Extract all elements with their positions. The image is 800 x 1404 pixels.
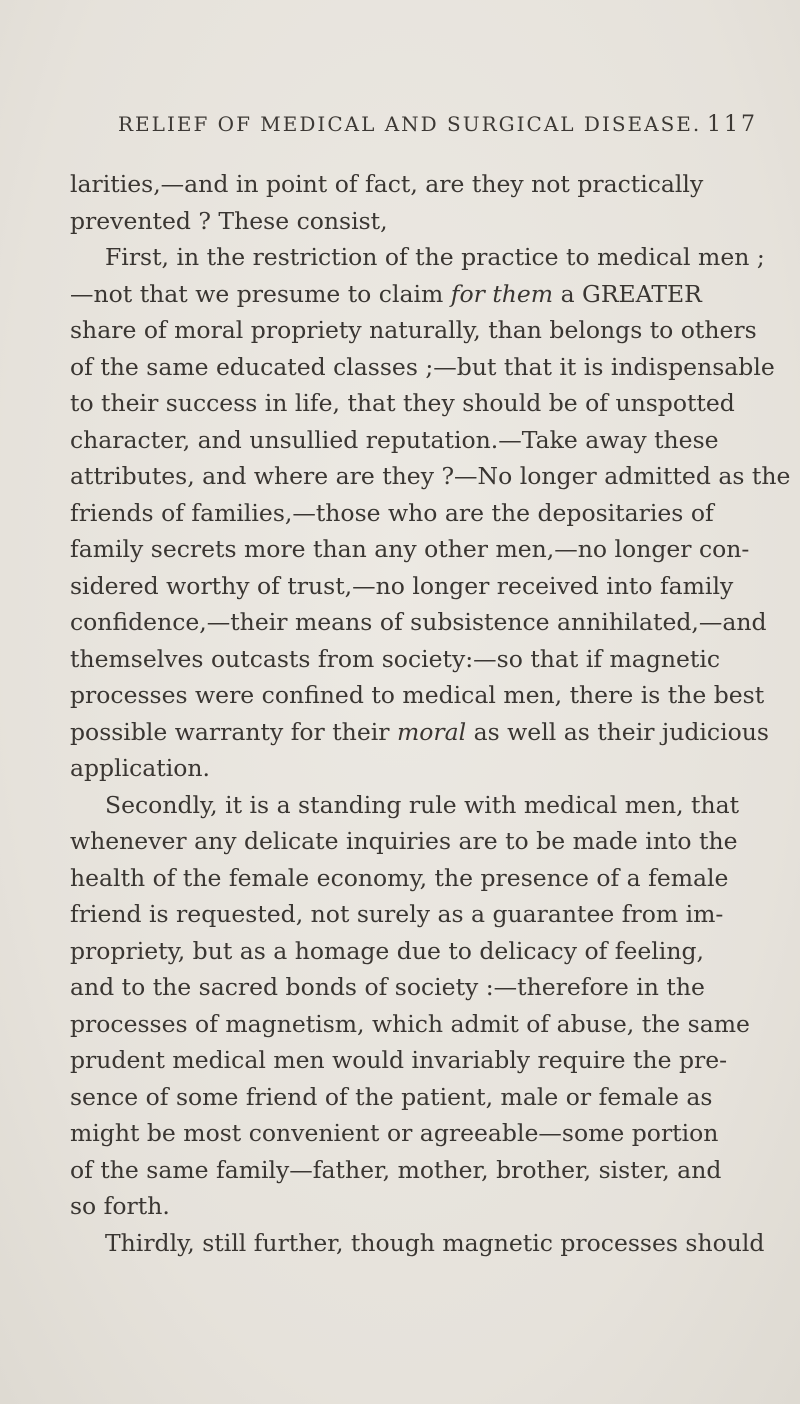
paragraph-first-line: Thirdly, still further, though magnetic processes should: [105, 1228, 765, 1257]
text-line: [70, 276, 702, 313]
text-span: —not that we presume to claim: [70, 279, 451, 308]
text-line: character, and unsullied reputation.—Take away these: [70, 425, 719, 454]
body-text: [70, 166, 791, 1261]
paragraph-first-line: Secondly, it is a standing rule with medical men, that: [105, 790, 740, 819]
text-line: application.: [70, 754, 211, 782]
text-line: attributes, and where are they ?—No longer admitted as the: [70, 462, 791, 490]
text-line: friend is requested, not surely as a guarantee from im-: [70, 900, 724, 928]
text-line: to their success in life, that they should be of unspotted: [70, 389, 735, 417]
page-number: 117: [707, 112, 758, 137]
text-line: so forth.: [70, 1192, 170, 1220]
text-line: share of moral propriety naturally, than belongs to others: [70, 316, 757, 344]
text-line: processes of magnetism, which admit of abuse, the same: [70, 1009, 750, 1038]
text-line: confidence,—their means of subsistence annihilated,—and: [70, 608, 767, 636]
text-line: and to the sacred bonds of society :—therefore in the: [70, 973, 705, 1001]
italic-emphasis: moral: [396, 717, 467, 746]
running-header: [118, 112, 758, 142]
text-line: might be most convenient or agreeable—some portion: [70, 1119, 719, 1147]
paragraph-first-line: First, in the restriction of the practice to medical men ;: [105, 243, 765, 271]
text-line: processes were confined to medical men, there is the best: [70, 681, 765, 709]
text-span: possible warranty for their: [70, 717, 397, 746]
text-line: prudent medical men would invariably require the pre-: [70, 1046, 728, 1074]
text-line: larities,—and in point of fact, are they not practically: [70, 170, 704, 198]
text-line: sence of some friend of the patient, male or female as: [70, 1082, 713, 1111]
text-line: sidered worthy of trust,—no longer received into family: [70, 571, 734, 600]
running-title: RELIEF OF MEDICAL AND SURGICAL DISEASE.: [118, 112, 702, 136]
text-line: of the same family—father, mother, brother, sister, and: [70, 1155, 722, 1184]
text-line: [70, 714, 769, 751]
text-line: whenever any delicate inquiries are to be made into the: [70, 827, 738, 855]
text-line: prevented ? These consist,: [70, 206, 388, 235]
text-line: propriety, but as a homage due to delicacy of feeling,: [70, 936, 704, 965]
italic-emphasis: for them: [450, 279, 554, 308]
text-span: as well as their judicious: [466, 717, 769, 746]
text-line: friends of families,—those who are the depositaries of: [70, 498, 714, 527]
text-line: family secrets more than any other men,—no longer con-: [70, 535, 750, 563]
text-line: health of the female economy, the presence of a female: [70, 863, 729, 892]
text-line: of the same educated classes ;—but that it is indispensable: [70, 352, 775, 381]
text-span: a GREATER: [553, 279, 702, 308]
text-line: themselves outcasts from society:—so that if magnetic: [70, 644, 721, 673]
